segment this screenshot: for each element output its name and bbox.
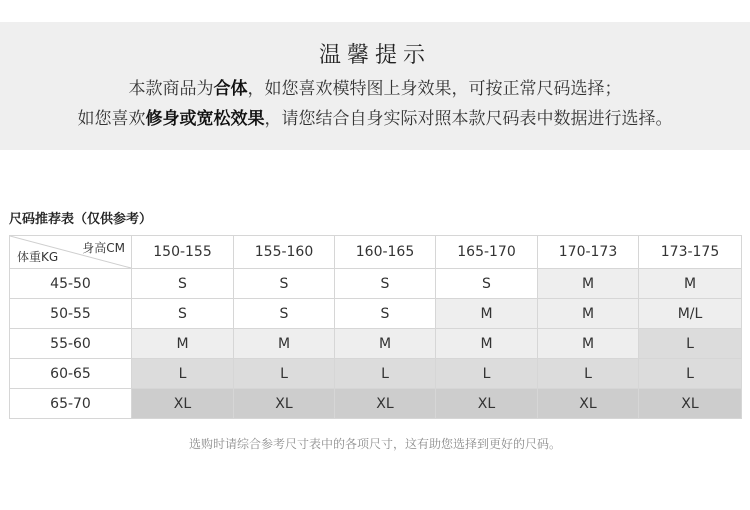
notice-panel xyxy=(0,22,750,150)
height-column-header: 173-175 xyxy=(639,236,742,269)
size-cell: S xyxy=(234,299,335,329)
height-column-header: 155-160 xyxy=(234,236,335,269)
notice-title: 温馨提示 xyxy=(318,43,431,68)
size-cell: M/L xyxy=(639,299,742,329)
weight-row-header: 60-65 xyxy=(10,359,132,389)
height-column-header: 160-165 xyxy=(335,236,436,269)
notice-line-2 xyxy=(0,104,750,129)
size-cell: L xyxy=(132,359,234,389)
size-table-row xyxy=(10,389,742,419)
corner-weight-label: 体重KG xyxy=(17,250,59,264)
weight-row-header: 55-60 xyxy=(10,329,132,359)
size-cell: L xyxy=(639,359,742,389)
notice-line-1-suffix: ，如您喜欢模特图上身效果，可按正常尺码选择； xyxy=(247,79,622,99)
size-table-row xyxy=(10,329,742,359)
size-cell: L xyxy=(639,329,742,359)
size-cell: L xyxy=(538,359,639,389)
size-cell: S xyxy=(436,269,538,299)
height-column-header: 165-170 xyxy=(436,236,538,269)
size-cell: S xyxy=(335,299,436,329)
size-cell: S xyxy=(132,299,234,329)
size-cell: M xyxy=(436,299,538,329)
size-cell: XL xyxy=(234,389,335,419)
size-table-row xyxy=(10,299,742,329)
size-cell: M xyxy=(436,329,538,359)
size-table-header-row xyxy=(10,236,742,269)
size-cell: M xyxy=(538,299,639,329)
size-cell: XL xyxy=(538,389,639,419)
notice-line-2-bold: 修身或宽松效果 xyxy=(145,109,265,129)
notice-line-2-prefix: 如您喜欢 xyxy=(77,109,146,129)
footer-note: 选购时请综合参考尺寸表中的各项尺寸，这有助您选择到更好的尺码。 xyxy=(188,437,561,451)
size-cell: M xyxy=(538,269,639,299)
size-cell: XL xyxy=(335,389,436,419)
size-cell: XL xyxy=(132,389,234,419)
size-table-row xyxy=(10,269,742,299)
size-cell: XL xyxy=(639,389,742,419)
size-cell: L xyxy=(335,359,436,389)
weight-row-header: 50-55 xyxy=(10,299,132,329)
size-cell: M xyxy=(234,329,335,359)
notice-line-1 xyxy=(0,74,750,99)
weight-row-header: 45-50 xyxy=(10,269,132,299)
notice-line-1-prefix: 本款商品为 xyxy=(128,79,214,99)
size-cell: M xyxy=(639,269,742,299)
size-cell: S xyxy=(335,269,436,299)
size-table-row xyxy=(10,359,742,389)
size-table-title: 尺码推荐表（仅供参考） xyxy=(9,212,153,227)
size-cell: S xyxy=(132,269,234,299)
size-cell: M xyxy=(335,329,436,359)
corner-height-label: 身高CM xyxy=(82,241,125,255)
height-column-header: 170-173 xyxy=(538,236,639,269)
size-table-corner-cell xyxy=(10,236,132,269)
size-cell: M xyxy=(132,329,234,359)
size-cell: XL xyxy=(436,389,538,419)
size-cell: L xyxy=(436,359,538,389)
size-cell: S xyxy=(234,269,335,299)
notice-line-1-bold: 合体 xyxy=(213,79,248,99)
weight-row-header: 65-70 xyxy=(10,389,132,419)
size-table xyxy=(9,235,742,419)
height-column-header: 150-155 xyxy=(132,236,234,269)
size-cell: L xyxy=(234,359,335,389)
size-cell: M xyxy=(538,329,639,359)
notice-line-2-suffix: ，请您结合自身实际对照本款尺码表中数据进行选择。 xyxy=(264,109,673,129)
